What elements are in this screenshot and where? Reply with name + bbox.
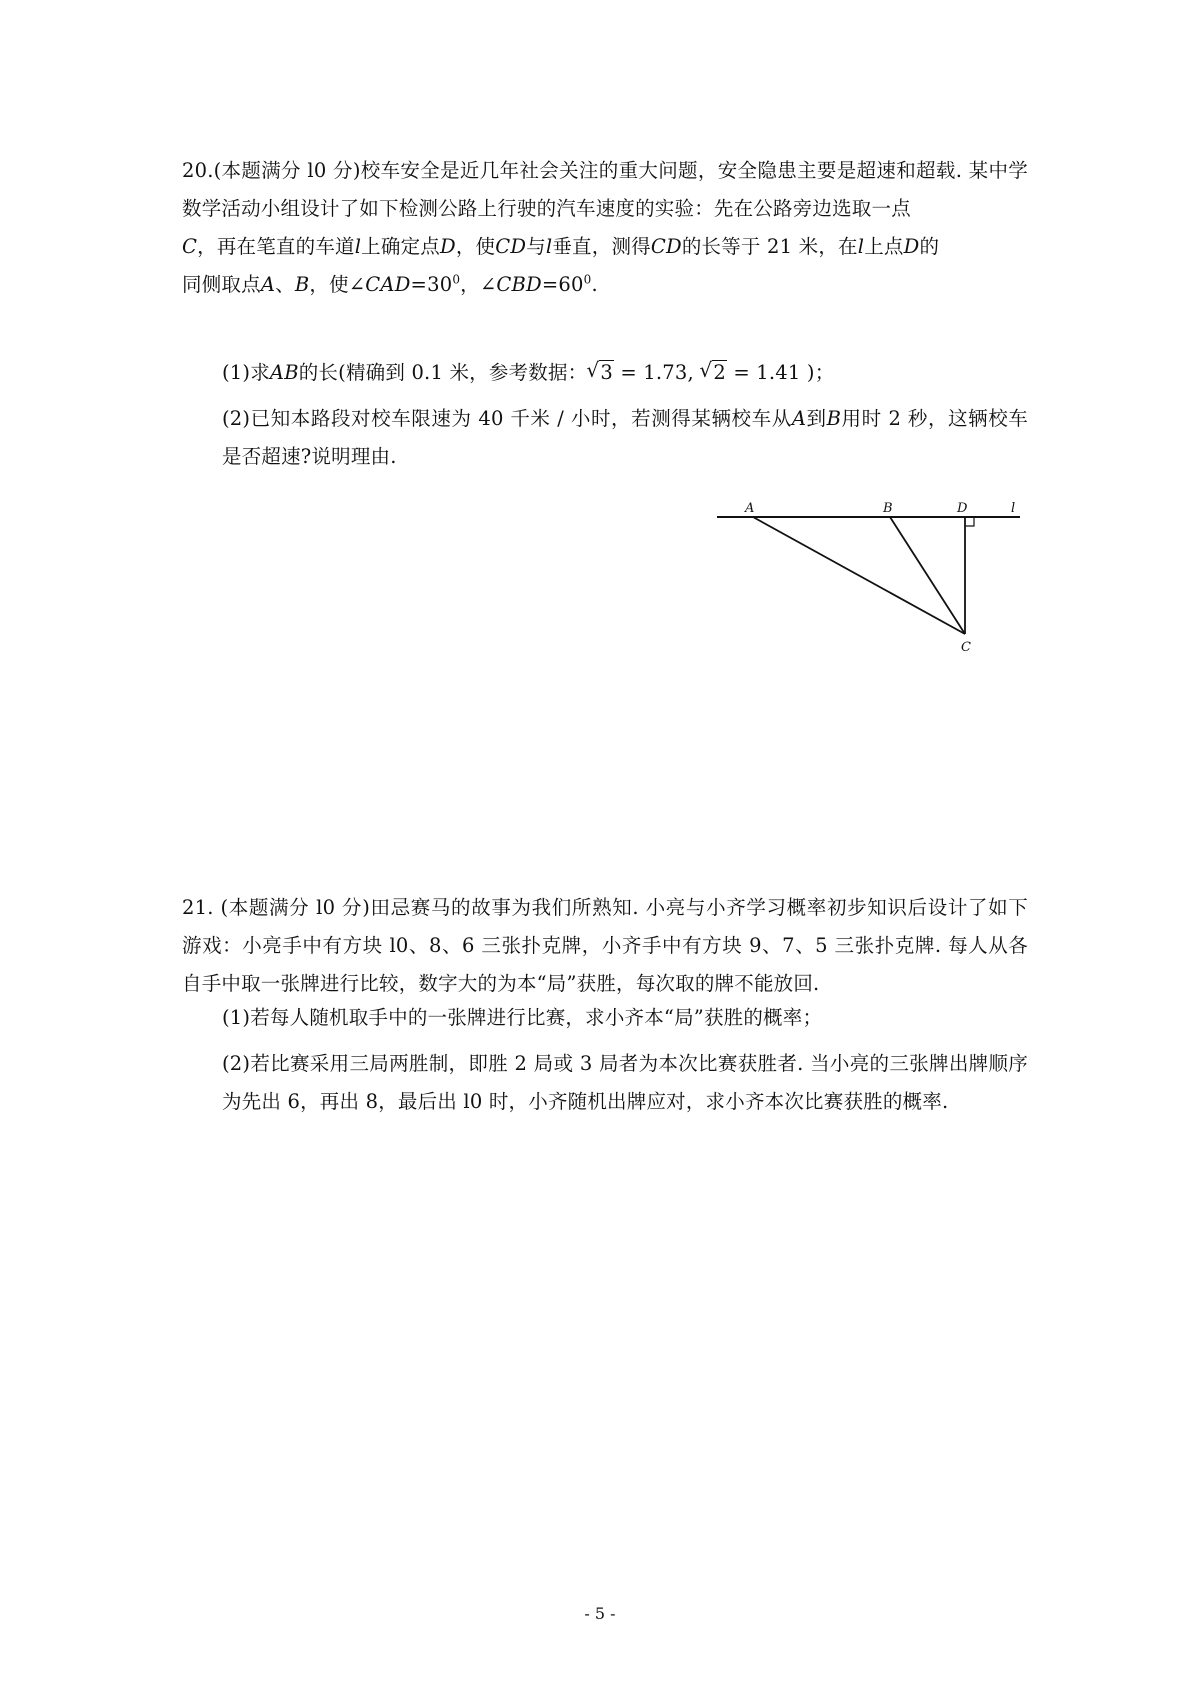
text-run: 垂直，测得 (552, 235, 651, 258)
radicand: 2 (713, 361, 726, 384)
q20-intro-line1: 20.(本题满分 l0 分)校车安全是近几年社会关注的重大问题，安全隐患主要是超速和超载. 某中学数学活动小组设计了如下检测公路上行驶的汽车速度的实验：先在公路旁边选取一点 (182, 159, 1028, 220)
text-run: 、 (275, 273, 295, 296)
q21-part-2 (182, 1045, 1028, 1121)
text-run: 的 (919, 235, 940, 258)
segment-AB: AB (269, 361, 299, 384)
q20-intro-line3 (182, 228, 1028, 266)
text-run: 同侧取点 (182, 273, 261, 296)
point-B: B (826, 407, 842, 430)
q20-part-1 (222, 354, 1028, 392)
text-run: ，再在笔直的车道 (197, 235, 355, 258)
q21-intro: 21. (本题满分 l0 分)田忌赛马的故事为我们所熟知. 小亮与小齐学习概率初步知识后设计了如下游戏：小亮手中有方块 l0、8、6 三张扑克牌，小齐手中有方块 9、7、5 三张扑克牌. 每人从各自手中取一张牌进行比较，数字大的为本“局”获胜，每次取的牌不能放回. (182, 896, 1028, 995)
segment-CD: CD (650, 235, 682, 258)
radicand: 3 (600, 361, 613, 384)
text-run: 到 (806, 407, 827, 430)
angle-CAD: CAD (365, 273, 411, 296)
text-run: ，使 (455, 235, 496, 258)
label-A: A (745, 501, 755, 516)
text-run: 与 (526, 235, 546, 258)
text-run: =60 (541, 273, 584, 296)
sqrt-2 (700, 354, 727, 392)
q21-part-2-text: (2)若比赛采用三局两胜制，即胜 2 局或 3 局者为本次比赛获胜者. 当小亮的三张牌出牌顺序为先出 6，再出 8，最后出 l0 时，小齐随机出牌应对，求小齐本次比赛获胜的概率. (222, 1052, 1028, 1113)
segment-AC (753, 517, 965, 634)
right-angle-mark (965, 517, 974, 526)
text-run: =30 (410, 273, 453, 296)
text-run: 的长等于 21 米，在 (681, 235, 858, 258)
degree-sup: 0 (452, 272, 461, 287)
q20-intro-line4 (182, 266, 1028, 304)
text-run: (2)已知本路段对校车限速为 40 千米 / 小时，若测得某辆校车从 (222, 407, 792, 430)
line-l: l (354, 235, 362, 258)
question-21 (182, 889, 1028, 1003)
geometry-figure (715, 495, 1025, 655)
line-l: l (857, 235, 865, 258)
point-D: D (903, 235, 920, 258)
point-C: C (182, 235, 198, 258)
text-run: ，∠ (460, 273, 497, 296)
q21-part-1-text: (1)若每人随机取手中的一张牌进行比赛，求小齐本“局”获胜的概率； (222, 1006, 823, 1029)
degree-sup: 0 (583, 272, 592, 287)
label-l: l (1011, 501, 1016, 516)
q21-part-1 (222, 999, 1028, 1037)
line-l: l (545, 235, 553, 258)
sqrt-3 (587, 354, 614, 392)
text-run: (1)求 (222, 361, 270, 384)
angle-CBD: CBD (496, 273, 542, 296)
text-run: 的长(精确到 0.1 米，参考数据： (298, 361, 588, 384)
point-A: A (791, 407, 807, 430)
point-A: A (260, 273, 276, 296)
text-run: 用时 2 秒，这辆校车是否超速?说明理由. (222, 407, 1028, 468)
text-run: = 1.73, (613, 361, 701, 384)
point-B: B (294, 273, 310, 296)
point-D: D (439, 235, 456, 258)
label-D: D (957, 501, 968, 516)
segment-BC (890, 517, 965, 634)
text-run: 上确定点 (361, 235, 440, 258)
label-B: B (883, 501, 893, 516)
question-20 (182, 152, 1028, 304)
segment-CD: CD (495, 235, 527, 258)
text-run: = 1.41 )； (726, 361, 835, 384)
page-number: - 5 - (584, 1604, 616, 1623)
q20-part-2 (182, 400, 1028, 476)
text-run: . (591, 273, 598, 296)
label-C: C (961, 640, 971, 655)
text-run: ，使∠ (309, 273, 366, 296)
q20-part-2-text (182, 400, 1028, 476)
text-run: 上点 (864, 235, 904, 258)
